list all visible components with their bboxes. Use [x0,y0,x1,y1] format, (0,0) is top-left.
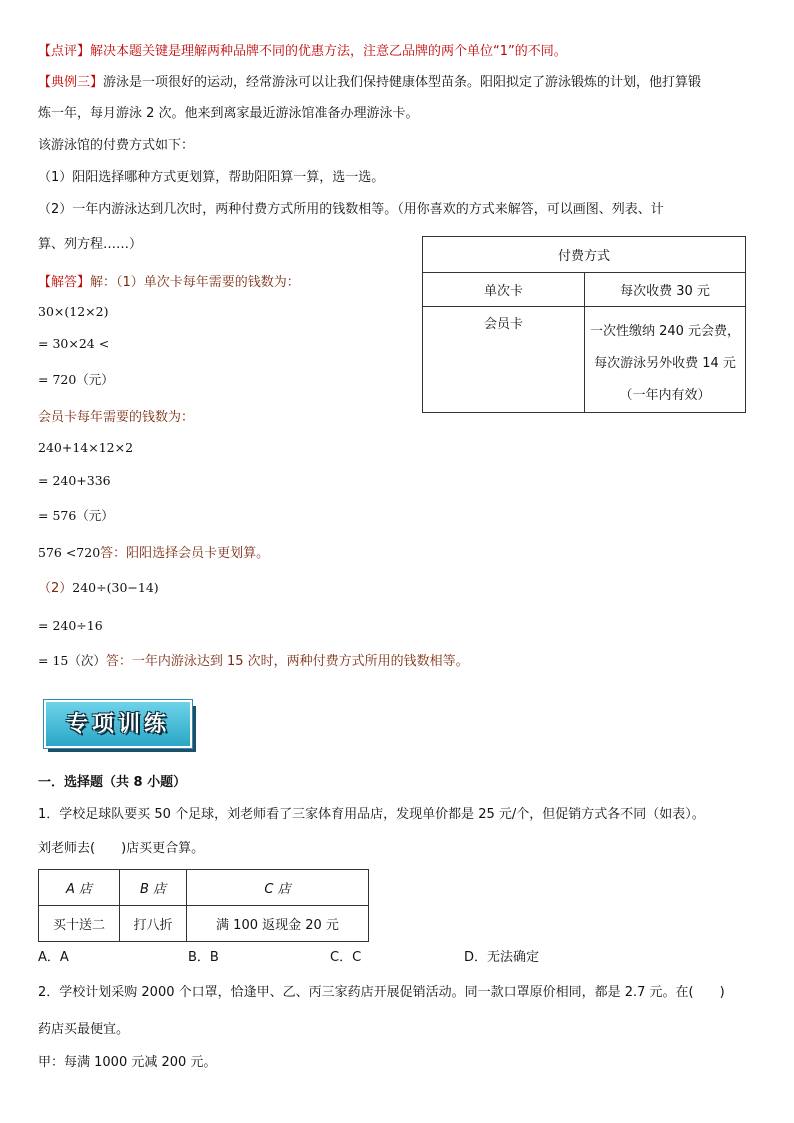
part2-calc-1: 240÷(30−14) [72,580,159,595]
example-tag: 【典例三】 [38,75,104,90]
shop-c-header: C 店 [187,870,369,906]
example-line-2: 炼一年，每月游泳 2 次。他来到离家最近游泳馆准备办理游泳卡。 [38,106,419,121]
section-title: 一．选择题（共 8 小题） [38,775,187,790]
answer-intro-line [38,275,300,291]
shop-b-header: B 店 [120,870,187,906]
example-line-3: 该游泳馆的付费方式如下： [38,138,195,153]
conclusion-2-math: = 15（次） [38,653,106,668]
member-intro: 会员卡每年需要的钱数为： [38,410,195,425]
comment-line [38,44,567,60]
conclusion-1-math: 576 <720 [38,545,101,560]
single-calc-1: 30×(12×2) [38,304,109,319]
question-2-line-2: 算、列方程……） [38,237,143,252]
conclusion-2 [38,653,469,670]
conclusion-1 [38,545,269,562]
banner-text: 专项训练 [65,711,170,737]
single-calc-2: = 30×24 < [38,336,110,351]
member-calc-3: = 576（元） [38,508,114,523]
part2-label: （2） [38,581,73,596]
q1-option-b[interactable]: B．B [188,950,219,965]
fee-table-title: 付费方式 [423,237,746,273]
q1-option-a[interactable]: A．A [38,950,69,965]
conclusion-1-text: 答：阳阳选择会员卡更划算。 [100,546,270,561]
shop-table [38,869,369,942]
part2-line-1 [38,580,159,597]
answer-tag: 【解答】 [38,275,91,290]
special-training-banner [44,700,196,752]
q2-line-1: 2．学校计划采购 2000 个口罩，恰逢甲、乙、丙三家药店开展促销活动。同一款口罩原价相同，都是 2.7 元。在( ) [38,985,725,1000]
fee-member-desc-3: （一年内有效） [619,388,711,403]
shop-a-header: A 店 [39,870,120,906]
part2-calc-2: = 240÷16 [38,618,103,633]
fee-row-single-desc: 每次收费 30 元 [585,273,746,307]
comment-text: 解决本题关键是理解两种品牌不同的优惠方法，注意乙品牌的两个单位“1”的不同。 [90,44,567,59]
fee-row-single-name: 单次卡 [423,273,585,307]
shop-b-promo: 打八折 [120,906,187,942]
example-text-1: 游泳是一项很好的运动，经常游泳可以让我们保持健康体型苗条。阳阳拟定了游泳锻炼的计划，他打算锻 [103,75,702,90]
q1-line-2: 刘老师去( )店买更合算。 [38,841,205,856]
conclusion-2-text: 答：一年内游泳达到 15 次时，两种付费方式所用的钱数相等。 [105,654,469,669]
question-2-line-1: （2）一年内游泳达到几次时，两种付费方式所用的钱数相等。（用你喜欢的方式来解答，可以画图、列表、计 [38,202,664,217]
fee-member-desc-2: 每次游泳另外收费 14 元 [594,356,736,371]
fee-member-desc-1: 一次性缴纳 240 元会费， [589,324,741,339]
question-1: （1）阳阳选择哪种方式更划算，帮助阳阳算一算，选一选。 [38,170,385,185]
example-line-1 [38,75,701,91]
fee-row-member-name: 会员卡 [423,307,585,413]
member-calc-2: = 240+336 [38,473,111,488]
comment-tag: 【点评】 [38,44,91,59]
shop-c-promo: 满 100 返现金 20 元 [187,906,369,942]
fee-table [422,236,746,413]
q1-option-d[interactable]: D．无法确定 [464,950,540,965]
q1-option-c[interactable]: C．C [330,950,362,965]
member-calc-1: 240+14×12×2 [38,440,134,455]
q1-line-1: 1．学校足球队要买 50 个足球，刘老师看了三家体育用品店，发现单价都是 25 元/个，但促销方式各不同（如表）。 [38,807,705,822]
single-calc-3: = 720（元） [38,372,114,387]
shop-a-promo: 买十送二 [39,906,120,942]
fee-row-member-desc [585,307,746,413]
q2-line-3: 甲：每满 1000 元减 200 元。 [38,1055,217,1070]
q2-line-2: 药店买最便宜。 [38,1022,130,1037]
answer-intro: 解：（1）单次卡每年需要的钱数为： [90,275,300,290]
